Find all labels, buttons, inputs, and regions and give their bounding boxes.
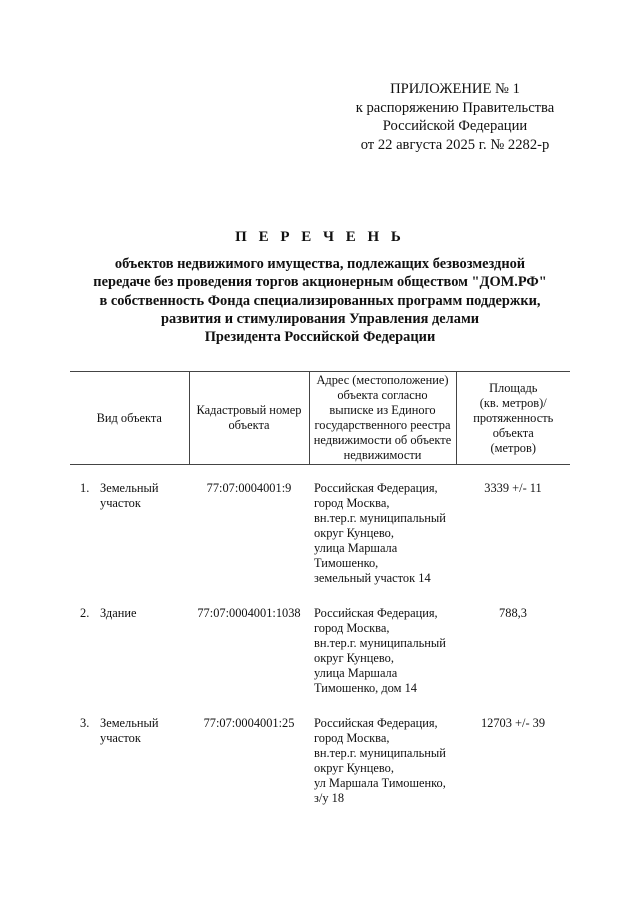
appendix-number: ПРИЛОЖЕНИЕ № 1 [390, 81, 520, 97]
appendix-reference: к распоряжению Правительства [355, 99, 555, 116]
cadastral-number: 77:07:0004001:25 [203, 716, 295, 730]
table-header-row [70, 372, 570, 465]
subtitle-line: Президента Российской Федерации [204, 329, 436, 346]
object-type: Земельный участок [100, 716, 159, 745]
header-area: Площадь (кв. метров)/ протяженность объекта (метров) [456, 372, 570, 465]
subtitle-line: в собственность Фонда специализированных программ поддержки, [99, 292, 541, 309]
object-area: 12703 +/- 39 [480, 716, 546, 730]
object-type: Здание [100, 606, 137, 620]
subtitle-line: передаче без проведения торгов акционерным обществом "ДОМ.РФ" [93, 274, 547, 291]
appendix-header [330, 80, 580, 154]
object-area: 788,3 [499, 606, 527, 620]
object-address: Российская Федерация, город Москва, вн.тер.г. муниципальный округ Кунцево, улица Маршала Тимошенко, земельный участок 14 [314, 481, 446, 585]
cadastral-number: 77:07:0004001:9 [206, 481, 292, 495]
cadastral-number: 77:07:0004001:1038 [197, 606, 301, 620]
row-number: 2. [80, 606, 90, 620]
appendix-date: от 22 августа 2025 г. № 2282-р [360, 136, 550, 153]
document-subtitle [70, 255, 570, 346]
header-cadastral-number: Кадастровый номер объекта [189, 372, 309, 465]
row-number: 1. [80, 481, 90, 495]
subtitle-line: развития и стимулирования Управления делами [160, 310, 480, 327]
table-row [70, 716, 570, 826]
table-row [70, 606, 570, 716]
header-object-type: Вид объекта [70, 372, 189, 465]
appendix-government: Российской Федерации [382, 118, 528, 134]
object-address: Российская Федерация, город Москва, вн.тер.г. муниципальный округ Кунцево, ул Маршала Тимошенко, з/у 18 [314, 716, 446, 805]
object-type: Земельный участок [100, 481, 159, 510]
subtitle-line: объектов недвижимого имущества, подлежащих безвозмездной [114, 256, 526, 272]
document-title: П Е Р Е Ч Е Н Ь [235, 229, 405, 245]
object-address: Российская Федерация, город Москва, вн.тер.г. муниципальный округ Кунцево, улица Маршала Тимошенко, дом 14 [314, 606, 446, 695]
object-area: 3339 +/- 11 [484, 481, 542, 495]
table-row [70, 481, 570, 606]
objects-table [70, 371, 570, 826]
header-address: Адрес (местоположение) объекта согласно выписке из Единого государственного реестра недвижимости об объекте недвижимости [309, 372, 456, 465]
row-number: 3. [80, 716, 90, 730]
